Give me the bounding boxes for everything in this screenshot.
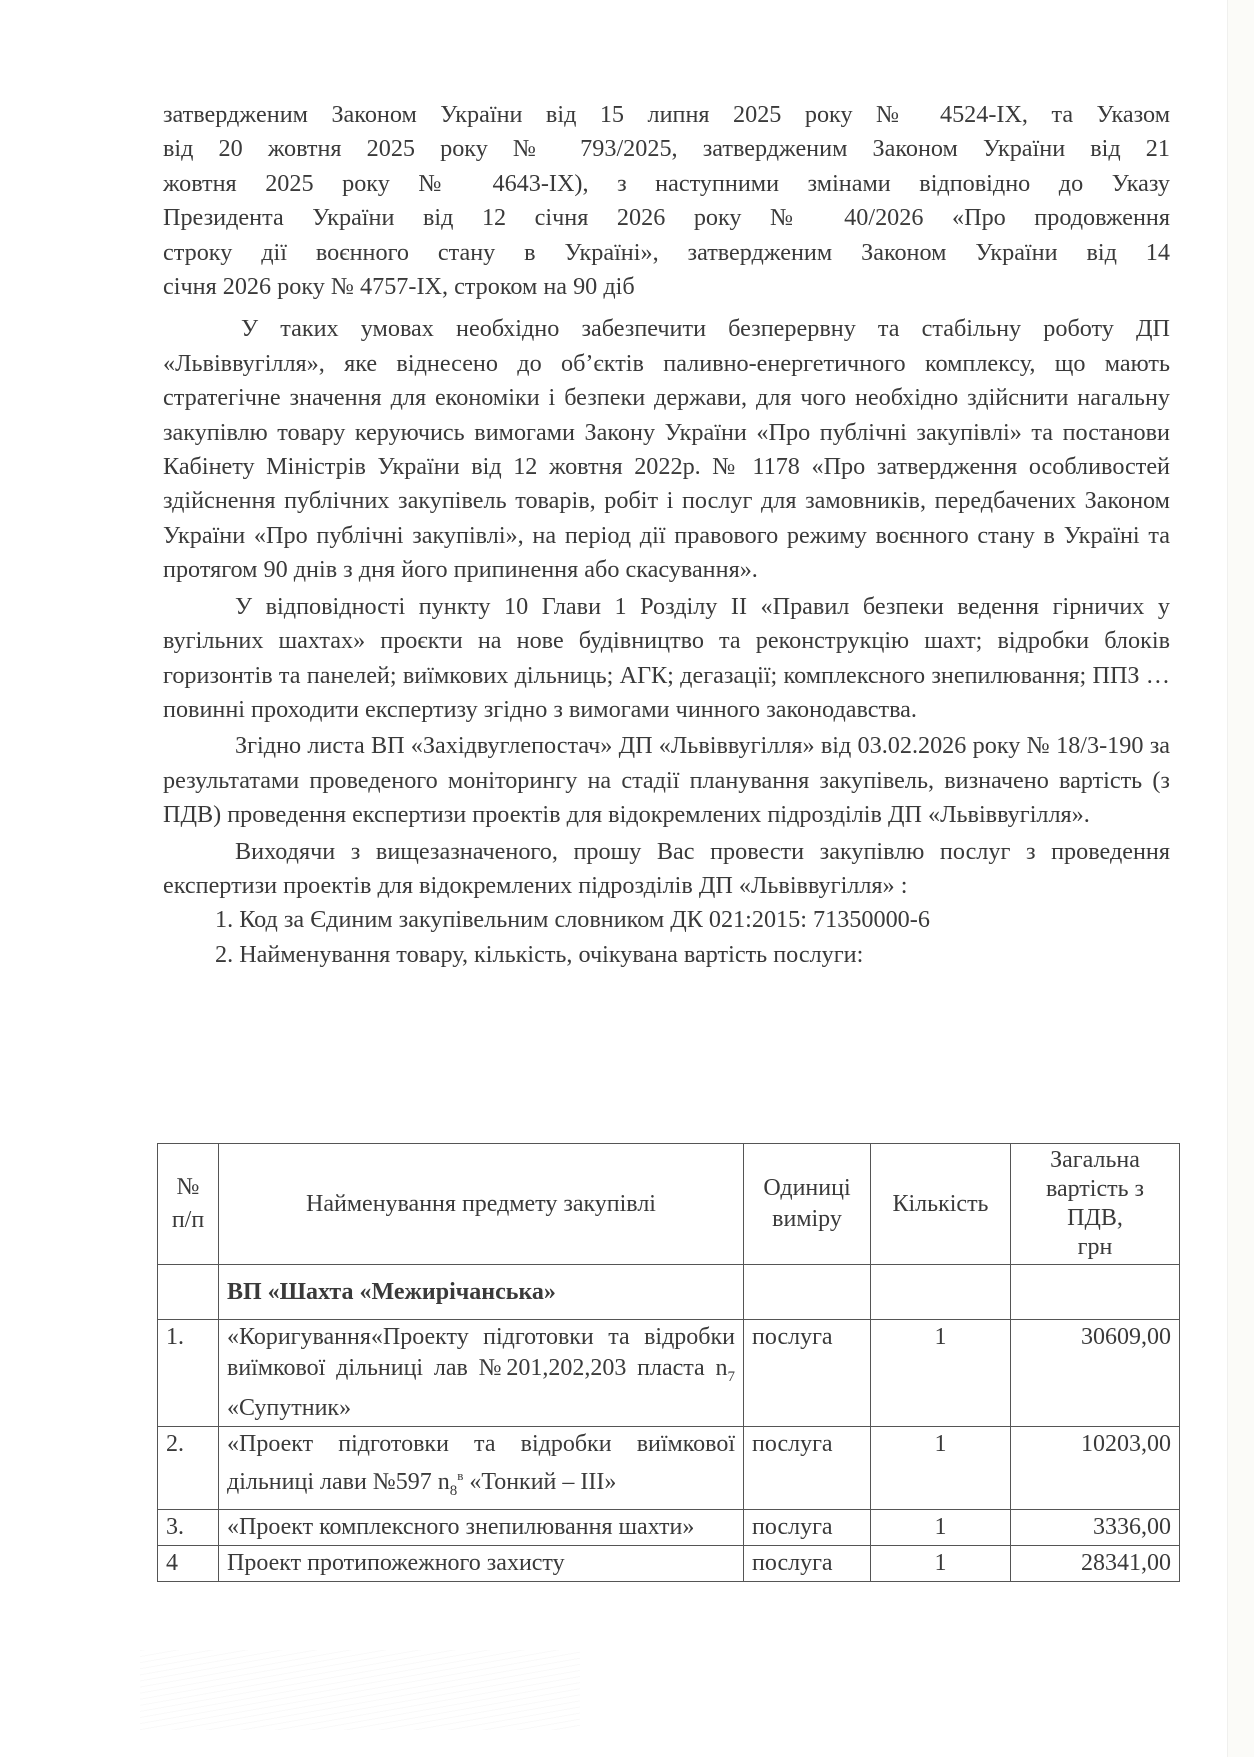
table-row — [158, 1545, 1180, 1581]
section-empty-cell — [744, 1265, 871, 1320]
row-total: 10203,00 — [1011, 1426, 1180, 1509]
table-row — [158, 1509, 1180, 1545]
table-header-row — [158, 1144, 1180, 1265]
paragraph-request: Виходячи з вищезазначеного, прошу Вас провести закупівлю послуг з проведення експертизи проектів для відокремлених підрозділів ДП «Львіввугілля» : — [163, 837, 1170, 899]
table-row — [158, 1426, 1180, 1509]
row-item-name: Проект протипожежного захисту — [219, 1545, 744, 1581]
text-line: затверджeним Законом України від 15 липня 2025 року № 4524-IX, та Указом — [163, 101, 1170, 128]
header-unit — [744, 1144, 871, 1265]
item-name-text: «Тонкий – III» — [463, 1468, 617, 1495]
section-empty-cell — [871, 1265, 1011, 1320]
header-unit-line: Одиниці — [763, 1175, 851, 1201]
header-total-line: грн — [1077, 1234, 1113, 1260]
table-row — [158, 1320, 1180, 1427]
header-unit-line: виміру — [772, 1206, 842, 1232]
row-item-name: «Проект комплексного знепилювання шахти» — [219, 1509, 744, 1545]
row-quantity: 1 — [871, 1426, 1011, 1509]
header-number — [158, 1144, 219, 1265]
row-number: 3. — [158, 1509, 219, 1545]
row-item-name — [219, 1426, 744, 1509]
row-number: 2. — [158, 1426, 219, 1509]
header-number-label: п/п — [171, 1207, 205, 1233]
paragraph-decree-continuation — [163, 98, 1170, 304]
text-line: строку дії воєнного стану в Україні», затвердженим Законом України від 14 — [163, 238, 1170, 266]
list-item-goods-name: 2. Найменування товару, кількість, очікувана вартість послуги: — [215, 940, 864, 968]
row-total: 3336,00 — [1011, 1509, 1180, 1545]
text-line: січня 2026 року № 4757-IX, строком на 90 діб — [163, 273, 635, 301]
header-total-line: вартість з — [1045, 1176, 1145, 1202]
paragraph-safety-rules: У відповідності пункту 10 Глави 1 Розділу II «Правил безпеки ведення гірничих у вугільних шахтах» проєкти на нове будівництво та реконструкцію шахт; відробки блоків горизонтів та панелей; виїмкових дільниць; АГК; дегазації; комплексного знепилювання; ППЗ …повинні проходити експертизу згідно з вимогами чинного законодавства. — [163, 592, 1170, 723]
row-unit: послуга — [744, 1426, 871, 1509]
row-quantity: 1 — [871, 1320, 1011, 1427]
row-number: 1. — [158, 1320, 219, 1427]
header-total-line: ПДВ, — [1067, 1205, 1123, 1231]
item-name-subscript: 8 — [449, 1482, 458, 1499]
list-item-cpv-code: 1. Код за Єдиним закупівельним словником ДК 021:2015: 71350000-6 — [215, 906, 930, 934]
header-quantity: Кількість — [871, 1144, 1011, 1265]
paragraph-letter-reference: Згідно листа ВП «Західвуглепостач» ДП «Львіввугілля» від 03.02.2026 року № 18/3-190 за результатами проведеного моніторингу на стадії планування закупівель, визначено вартість (з ПДВ) проведення експертизи проектів для відокремлених підрозділів ДП «Львіввугілля». — [163, 732, 1170, 829]
text-line: від 20 жовтня 2025 року № 793/2025, затвердженим Законом України від 21 — [163, 135, 1170, 163]
header-item-name: Найменування предмету закупівлі — [219, 1144, 744, 1265]
scan-edge-strip — [1227, 0, 1254, 1757]
item-name-text: «Коригування«Проекту підготовки та відробки виїмкової дільниці лав №201,202,203 пласта n — [227, 1324, 735, 1381]
paragraph-conditions: У таких умовах необхідно забезпечити безперервну та стабільну роботу ДП «Львіввугілля», яке віднесено до об’єктів паливно-енергетичного комплексу, що мають стратегічне значення для економіки і безпеки держави, для чого необхідно здійснити нагальну закупівлю товару керуючись вимогами Закону України «Про публічні закупівлі» та постанови Кабінету Міністрів України від 12 жовтня 2022р. № 1178 «Про затвердження особливостей здійснення публічних закупівель товарів, робіт і послуг для замовників, передбачених Законом України «Про публічні закупівлі», на період дії правового режиму воєнного стану в Україні та протягом 90 днів з дня його припинення або скасування». — [163, 315, 1170, 584]
header-total-line: Загальна — [1050, 1147, 1140, 1173]
header-number-symbol: № — [176, 1174, 200, 1200]
item-name-text: «Проект підготовки та відробки виїмкової дільниці лави №597 n — [227, 1430, 735, 1495]
row-item-name — [219, 1320, 744, 1427]
section-title: ВП «Шахта «Межирічанська» — [219, 1265, 744, 1320]
row-quantity: 1 — [871, 1545, 1011, 1581]
row-total: 30609,00 — [1011, 1320, 1180, 1427]
item-name-superscript: в — [457, 1467, 464, 1483]
scan-artifact — [140, 1650, 580, 1730]
row-unit: послуга — [744, 1509, 871, 1545]
row-number: 4 — [158, 1545, 219, 1581]
procurement-table — [157, 1143, 1180, 1582]
header-total — [1011, 1144, 1180, 1265]
table-section-row — [158, 1265, 1180, 1320]
item-name-subscript: 7 — [727, 1368, 735, 1385]
item-name-text: «Супутник» — [227, 1394, 352, 1421]
row-unit: послуга — [744, 1545, 871, 1581]
row-total: 28341,00 — [1011, 1545, 1180, 1581]
section-empty-cell — [1011, 1265, 1180, 1320]
row-quantity: 1 — [871, 1509, 1011, 1545]
document-page — [163, 98, 1170, 972]
section-empty-cell — [158, 1265, 219, 1320]
text-line: жовтня 2025 року № 4643-IX), з наступними змінами відповідно до Указу — [163, 169, 1170, 197]
row-unit: послуга — [744, 1320, 871, 1427]
text-line: Президента України від 12 січня 2026 року № 40/2026 «Про продовження — [163, 204, 1170, 232]
